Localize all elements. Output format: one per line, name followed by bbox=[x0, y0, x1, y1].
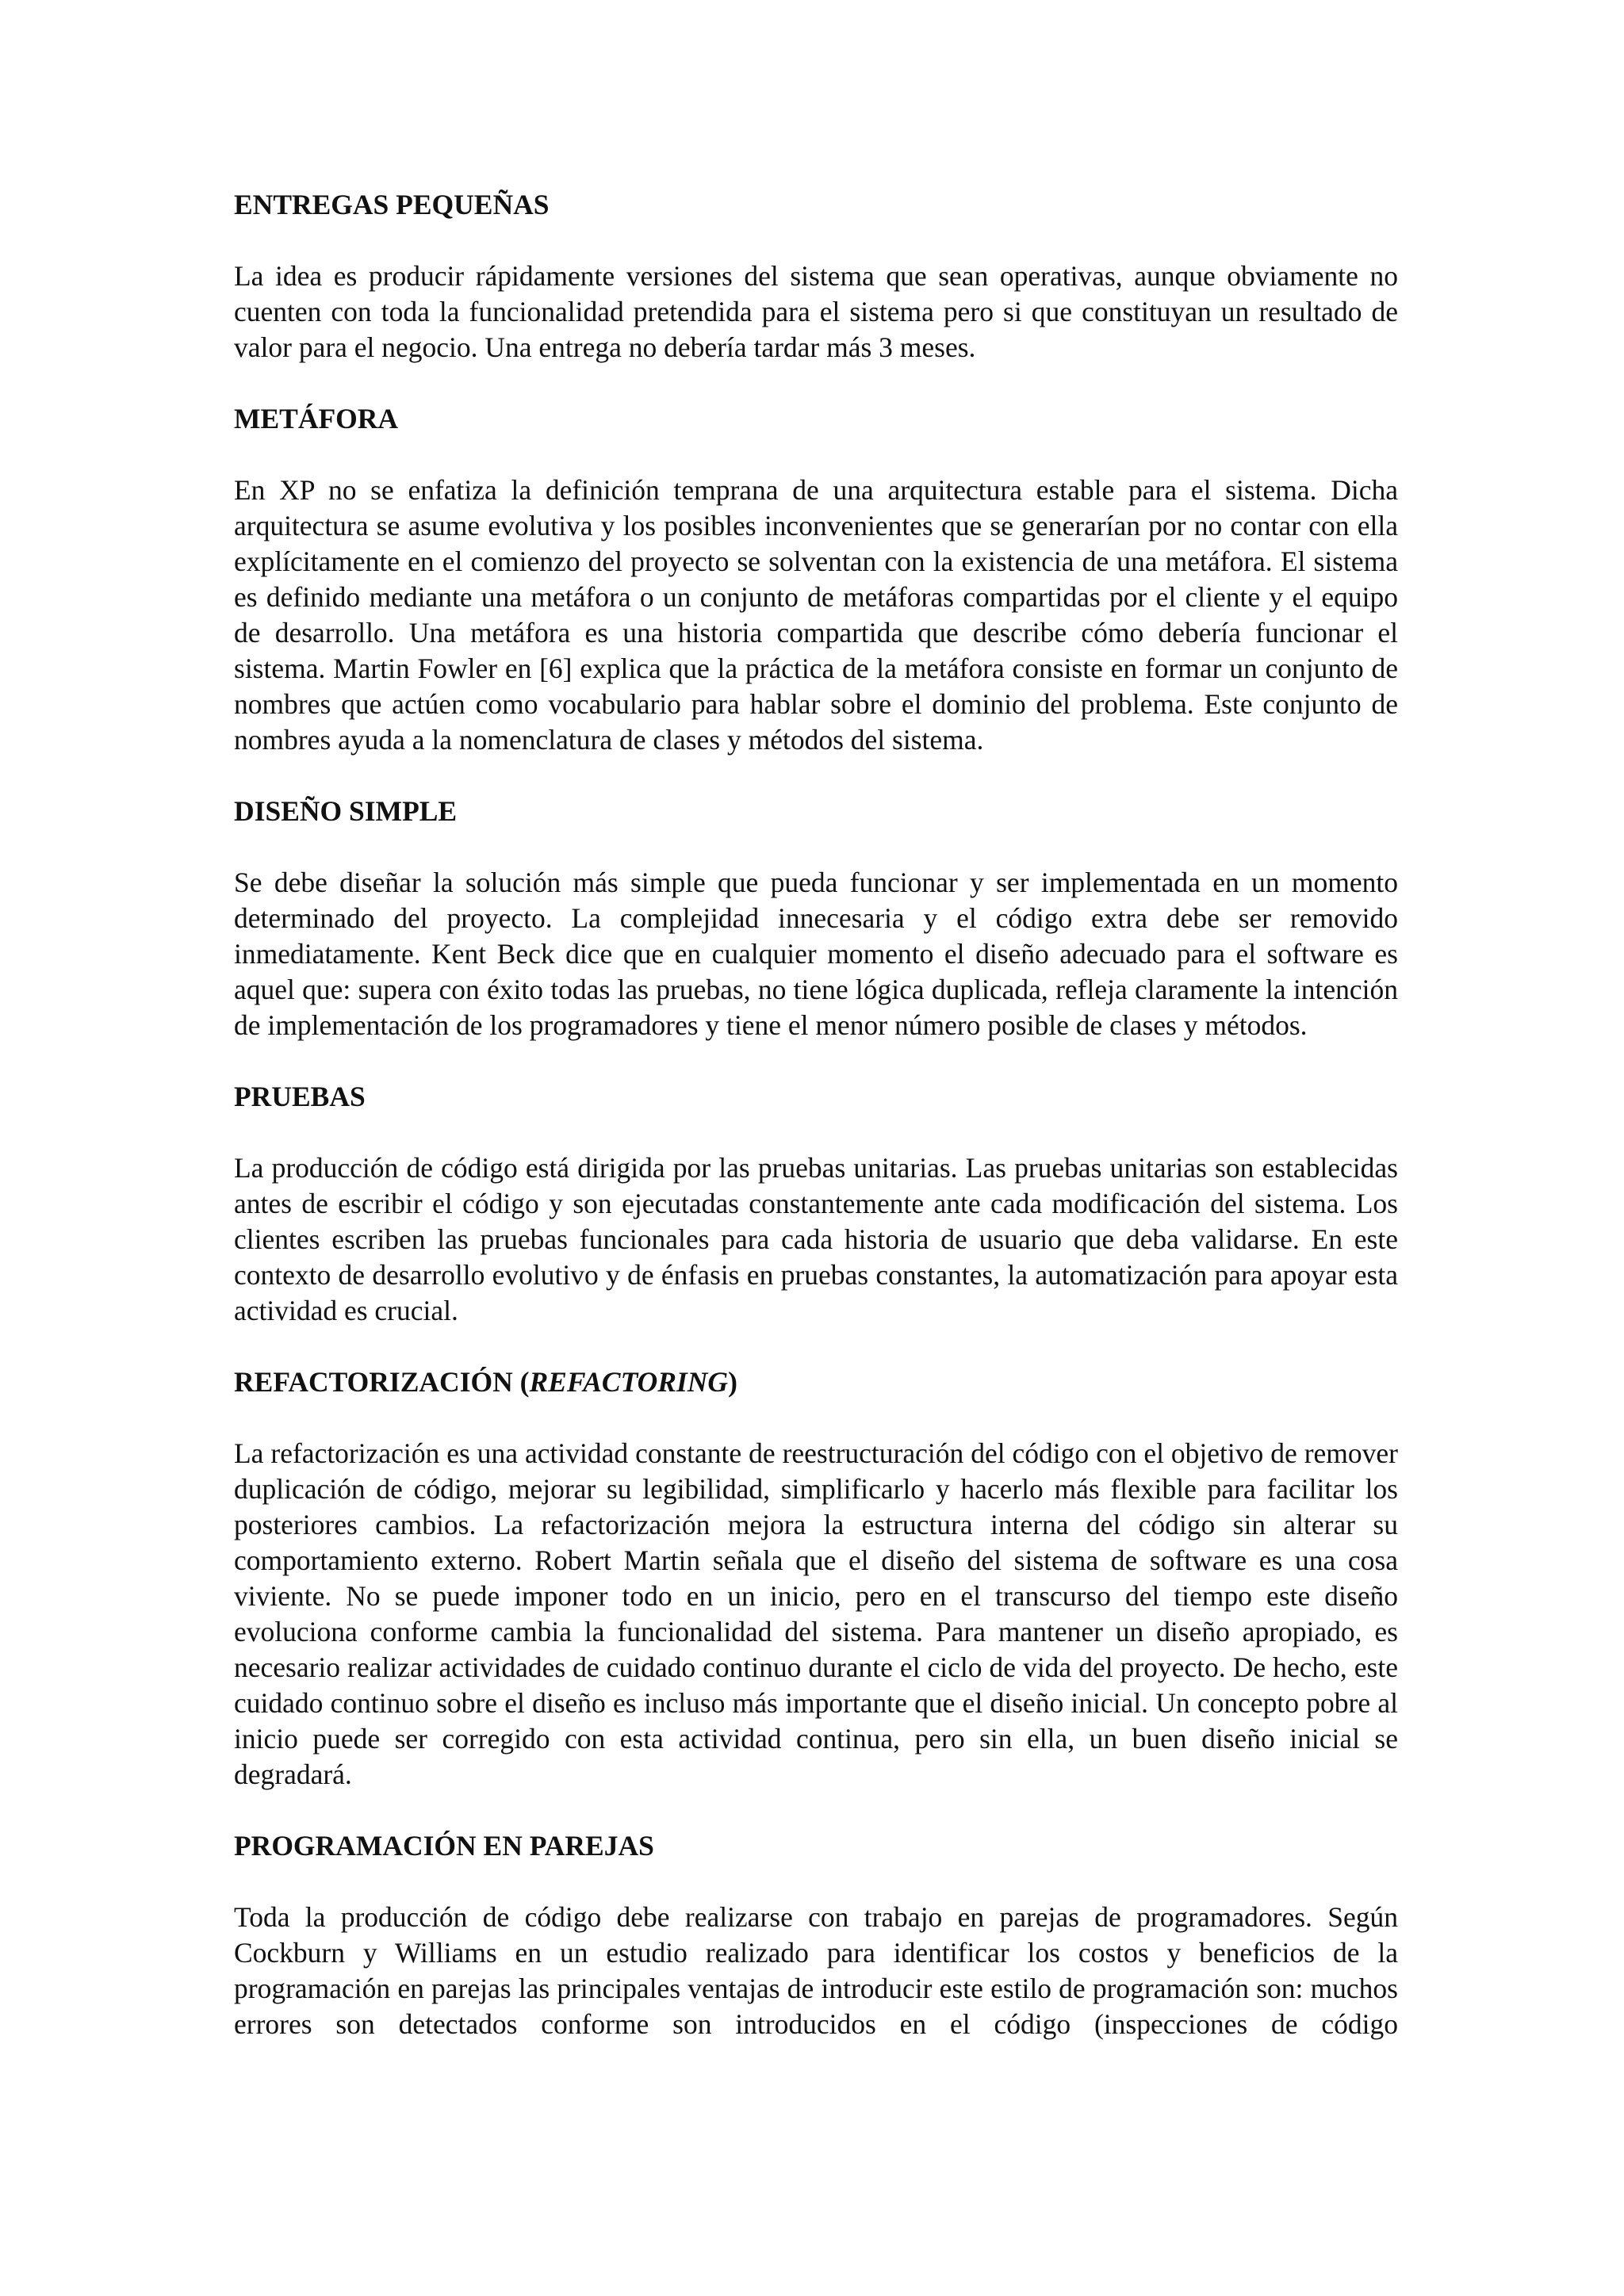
heading-suffix: ) bbox=[728, 1366, 737, 1398]
section-paragraph: En XP no se enfatiza la definición temprana de una arquitectura estable para el sistema. Dicha arquitectura se asume evolutiva y los posibles inconvenientes que se generarían por no contar con ella explícitamente en el comienzo del proyecto se solventan con la existencia de una metáfora. El sistema es definido mediante una metáfora o un conjunto de metáforas compartidas por el cliente y el equipo de desarrollo. Una metáfora es una historia compartida que describe cómo debería funcionar el sistema. Martin Fowler en [6] explica que la práctica de la metáfora consiste en formar un conjunto de nombres que actúen como vocabulario para hablar sobre el dominio del problema. Este conjunto de nombres ayuda a la nomenclatura de clases y métodos del sistema. bbox=[234, 474, 1398, 756]
heading-italic-term: REFACTORING bbox=[529, 1366, 729, 1398]
section-heading: ENTREGAS PEQUEÑAS bbox=[234, 189, 550, 220]
section-paragraph: La refactorización es una actividad constante de reestructuración del código con el objetivo de remover duplicación de código, mejorar su legibilidad, simplificarlo y hacerlo más flexible para facilitar los posteriores cambios. La refactorización mejora la estructura interna del código sin alterar su comportamiento externo. Robert Martin señala que el diseño del sistema de software es una cosa viviente. No se puede imponer todo en un inicio, pero en el transcurso del tiempo este diseño evoluciona conforme cambia la funcionalidad del sistema. Para mantener un diseño apropiado, es necesario realizar actividades de cuidado continuo durante el ciclo de vida del proyecto. De hecho, este cuidado continuo sobre el diseño es incluso más importante que el diseño inicial. Un concepto pobre al inicio puede ser corregido con esta actividad continua, pero sin ella, un buen diseño inicial se degradará. bbox=[234, 1437, 1398, 1790]
section-paragraph: Toda la producción de código debe realizarse con trabajo en parejas de programadores. Según Cockburn y Williams en un estudio realizado para identificar los costos y beneficios de la programación en parejas las principales ventajas de introducir este estilo de programación son: muchos errores son detectados conforme son introducidos en el código (inspecciones de código bbox=[234, 1901, 1398, 2040]
heading-prefix: REFACTORIZACIÓN ( bbox=[234, 1366, 530, 1398]
section-paragraph: La producción de código está dirigida por las pruebas unitarias. Las pruebas unitarias son establecidas antes de escribir el código y son ejecutadas constantemente ante cada modificación del sistema. Los clientes escriben las pruebas funcionales para cada historia de usuario que deba validarse. En este contexto de desarrollo evolutivo y de énfasis en pruebas constantes, la automatización para apoyar esta actividad es crucial. bbox=[234, 1152, 1398, 1326]
section-heading: DISEÑO SIMPLE bbox=[234, 795, 458, 827]
section-entregas-pequenas bbox=[234, 187, 1398, 365]
section-diseno-simple bbox=[234, 794, 1398, 1043]
section-heading: METÁFORA bbox=[234, 403, 399, 434]
section-paragraph: Se debe diseñar la solución más simple que pueda funcionar y ser implementada en un momento determinado del proyecto. La complejidad innecesaria y el código extra debe ser removido inmediatamente. Kent Beck dice que en cualquier momento el diseño adecuado para el software es aquel que: supera con éxito todas las pruebas, no tiene lógica duplicada, refleja claramente la intención de implementación de los programadores y tiene el menor número posible de clases y métodos. bbox=[234, 867, 1398, 1041]
section-heading bbox=[234, 1364, 1398, 1400]
section-heading: PROGRAMACIÓN EN PAREJAS bbox=[234, 1830, 654, 1862]
section-heading: PRUEBAS bbox=[234, 1081, 366, 1112]
document-page bbox=[234, 187, 1398, 2078]
section-paragraph: La idea es producir rápidamente versiones del sistema que sean operativas, aunque obviamente no cuenten con toda la funcionalidad pretendida para el sistema pero si que constituyan un resultado de valor para el negocio. Una entrega no debería tardar más 3 meses. bbox=[234, 260, 1398, 363]
section-metafora bbox=[234, 401, 1398, 758]
section-programacion-en-parejas bbox=[234, 1828, 1398, 2042]
section-refactorizacion bbox=[234, 1364, 1398, 1793]
section-pruebas bbox=[234, 1079, 1398, 1329]
